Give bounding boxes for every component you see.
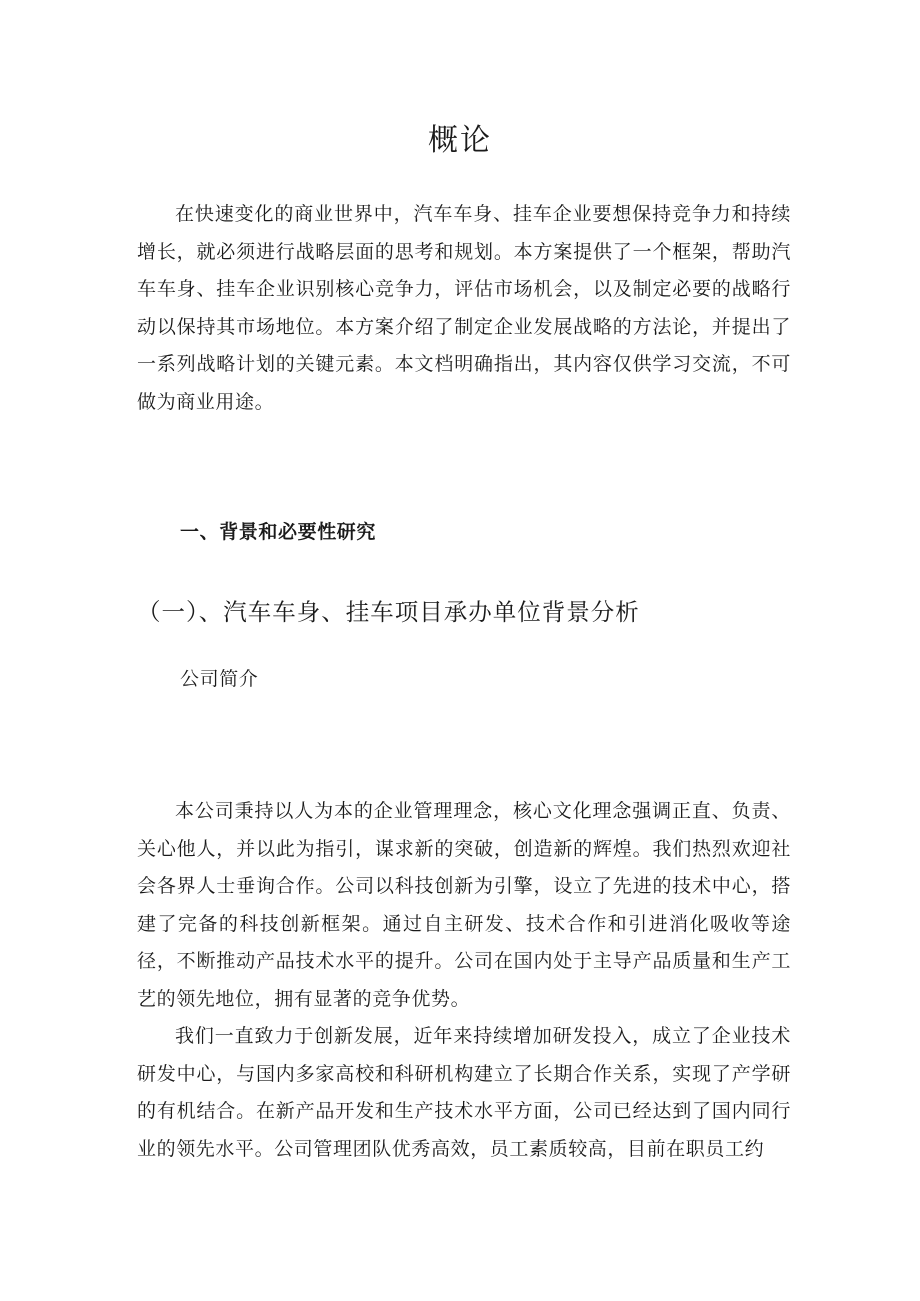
company-intro-label: 公司简介 — [180, 668, 259, 690]
subsection-heading-organizer-background: （一）、汽车车身、挂车项目承办单位背景分析 — [137, 598, 640, 626]
document-title: 概论 — [428, 123, 492, 158]
section-heading-background: 一、背景和必要性研究 — [180, 521, 377, 543]
company-paragraph-1: 本公司秉持以人为本的企业管理理念，核心文化理念强调正直、负责、关心他人，并以此为指引，谋求新的突破，创造新的辉煌。我们热烈欢迎社会各界人士垂询合作。公司以科技创新为引擎，设立了先进的技术中心，搭建了完备的科技创新框架。通过自主研发、技术合作和引进消化吸收等途径，不断推动产品技术水平的提升。公司在国内处于主导产品质量和生产工艺的领先地位，拥有显著的竞争优势。 — [137, 800, 791, 1010]
intro-paragraph: 在快速变化的商业世界中，汽车车身、挂车企业要想保持竞争力和持续增长，就必须进行战略层面的思考和规划。本方案提供了一个框架，帮助汽车车身、挂车企业识别核心竞争力，评估市场机会，以及制定必要的战略行动以保持其市场地位。本方案介绍了制定企业发展战略的方法论，并提出了一系列战略计划的关键元素。本文档明确指出，其内容仅供学习交流，不可做为商业用途。 — [137, 203, 791, 413]
company-paragraph-2: 我们一直致力于创新发展，近年来持续增加研发投入，成立了企业技术研发中心，与国内多家高校和科研机构建立了长期合作关系，实现了产学研的有机结合。在新产品开发和生产技术水平方面，公司已经达到了国内同行业的领先水平。公司管理团队优秀高效，员工素质较高，目前在职员工约 — [137, 1025, 791, 1160]
